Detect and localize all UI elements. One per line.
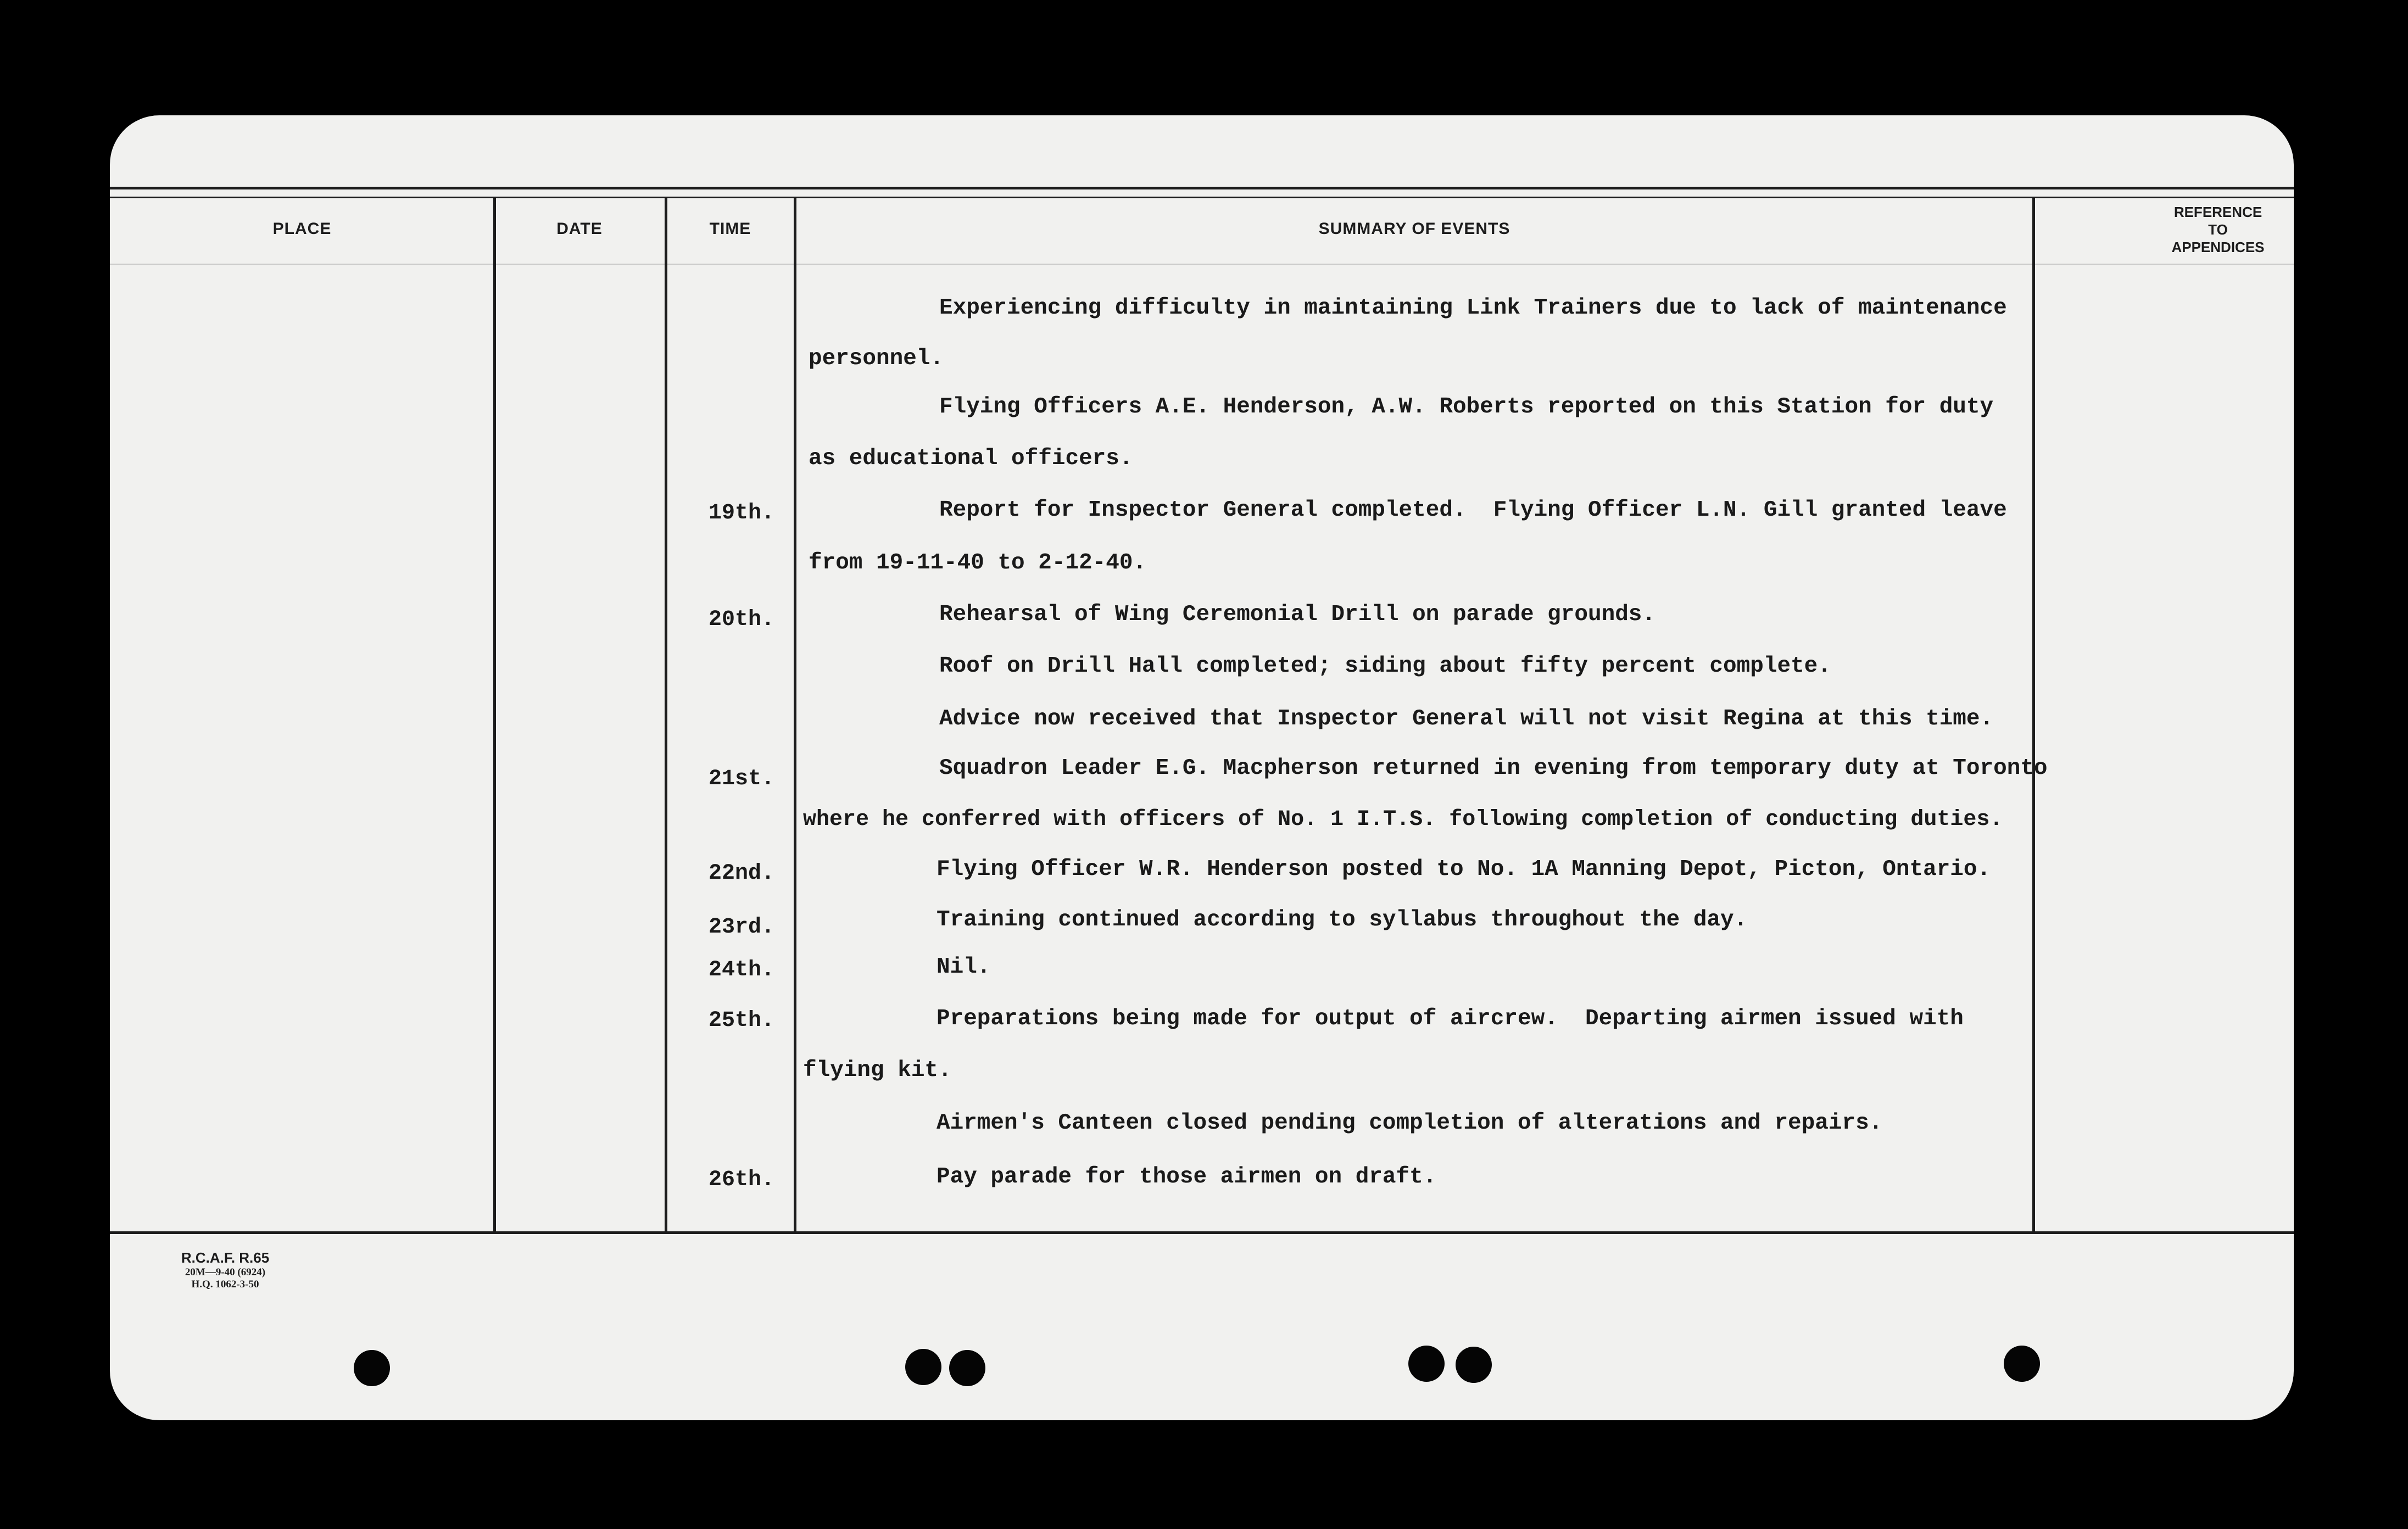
form-number: R.C.A.F. R.65 [181, 1249, 270, 1266]
time-entry: 25th. [708, 1008, 775, 1033]
header-reference-line3: APPENDICES [2171, 239, 2265, 255]
punch-hole [1408, 1346, 1445, 1382]
header-place: PLACE [272, 220, 332, 238]
summary-line: Squadron Leader E.G. Macpherson returned in evening from temporary duty at Toronto [939, 756, 2048, 781]
time-entry: 24th. [708, 958, 775, 983]
time-entry: 26th. [708, 1168, 775, 1192]
summary-line: Flying Officers A.E. Henderson, A.W. Roberts reported on this Station for duty [939, 394, 1994, 420]
column-divider-place [493, 198, 496, 1232]
summary-line: Rehearsal of Wing Ceremonial Drill on parade grounds. [939, 602, 1656, 627]
punch-hole [2004, 1346, 2040, 1382]
summary-line: flying kit. [803, 1058, 952, 1083]
top-rule-thin [110, 197, 2294, 198]
header-summary: SUMMARY OF EVENTS [1318, 220, 1510, 238]
top-rule [110, 187, 2294, 189]
punch-hole [354, 1350, 390, 1386]
punch-hole [1456, 1347, 1492, 1383]
time-entry: 22nd. [708, 861, 775, 886]
form-identifier [165, 1249, 286, 1291]
summary-line: Pay parade for those airmen on draft. [937, 1164, 1437, 1190]
column-divider-date [665, 198, 667, 1232]
summary-line: Nil. [937, 955, 991, 980]
punch-hole [949, 1350, 985, 1386]
form-hq-ref: H.Q. 1062-3-50 [191, 1279, 259, 1290]
summary-line: Advice now received that Inspector General will not visit Regina at this time. [939, 706, 1994, 732]
summary-line: from 19-11-40 to 2-12-40. [809, 550, 1147, 576]
diary-page [110, 115, 2294, 1420]
header-reference-line2: TO [2208, 221, 2228, 238]
column-divider-summary [2032, 198, 2035, 1232]
time-entry: 19th. [708, 501, 775, 526]
time-entry: 23rd. [708, 915, 775, 940]
bottom-rule [110, 1231, 2294, 1234]
summary-line: personnel. [809, 346, 944, 371]
summary-line: where he conferred with officers of No. 1 I.T.S. following completion of conducting duties. [803, 807, 2003, 832]
summary-line: Training continued according to syllabus throughout the day. [937, 907, 1748, 933]
summary-line: Preparations being made for output of aircrew. Departing airmen issued with [937, 1006, 1964, 1031]
summary-line: Experiencing difficulty in maintaining Link Trainers due to lack of maintenance [939, 295, 2007, 321]
summary-line: Airmen's Canteen closed pending completion of alterations and repairs. [937, 1111, 1883, 1136]
summary-line: Roof on Drill Hall completed; siding about fifty percent complete. [939, 654, 1831, 679]
time-entry: 20th. [708, 607, 775, 632]
form-print-run: 20M—9-40 (6924) [185, 1266, 266, 1278]
summary-line: as educational officers. [809, 446, 1133, 471]
summary-line: Report for Inspector General completed. Flying Officer L.N. Gill granted leave [939, 498, 2007, 523]
column-divider-time [794, 198, 796, 1232]
header-date: DATE [556, 220, 603, 238]
punch-hole [905, 1349, 941, 1385]
header-time: TIME [709, 220, 751, 238]
header-reference-line1: REFERENCE [2173, 204, 2262, 220]
header-reference [2142, 203, 2294, 256]
time-entry: 21st. [708, 767, 775, 791]
header-divider [110, 264, 2294, 265]
summary-line: Flying Officer W.R. Henderson posted to No. 1A Manning Depot, Picton, Ontario. [937, 857, 1991, 882]
